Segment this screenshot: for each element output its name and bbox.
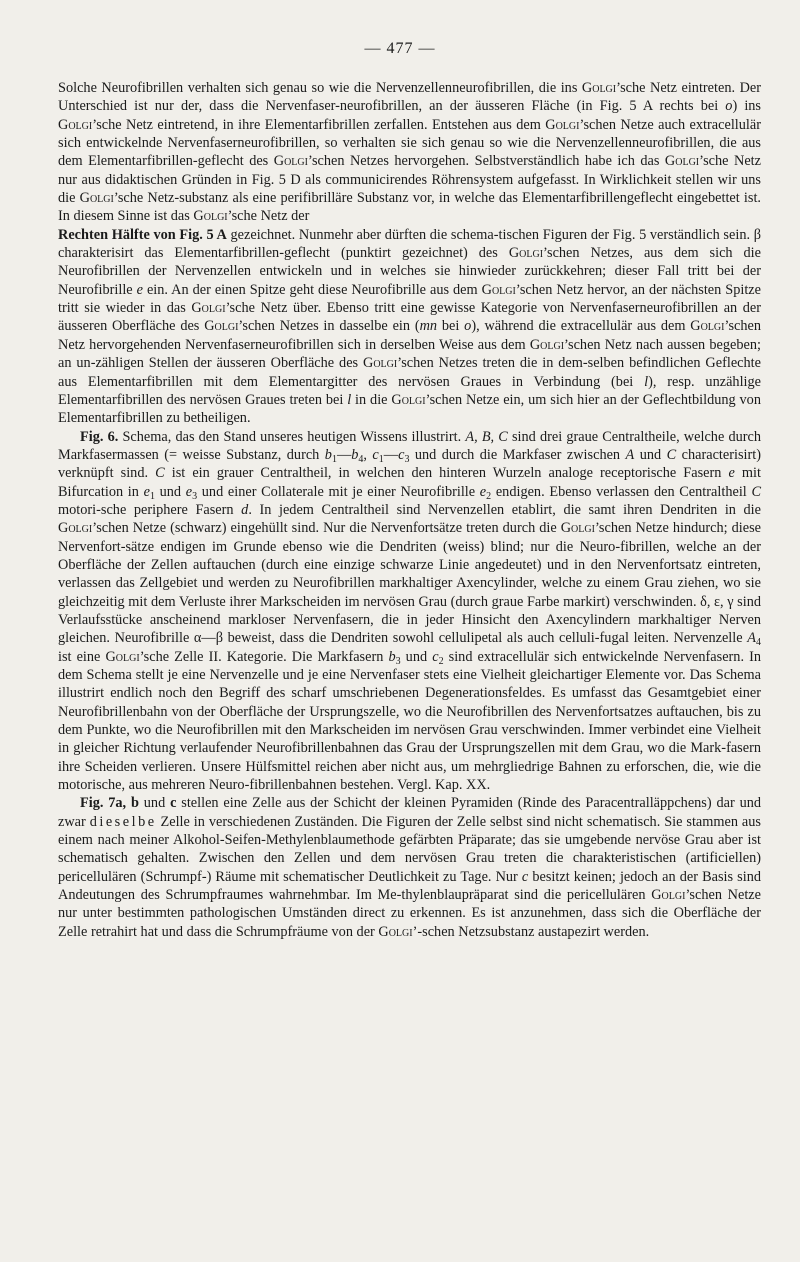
author-name: Golgi (690, 318, 725, 335)
author-name: Golgi (193, 208, 228, 225)
emphasis-dieselbe: dieselbe (89, 813, 157, 830)
author-name: Golgi (58, 520, 93, 537)
author-name: Golgi (651, 887, 686, 904)
body-text (58, 79, 761, 941)
author-name: Golgi (191, 300, 226, 317)
author-name: Golgi (363, 355, 398, 372)
author-name: Golgi (391, 391, 426, 408)
page-number: — 477 — (364, 40, 436, 57)
fig7-label: Fig. 7a, b (80, 795, 139, 812)
author-name: Golgi (58, 116, 93, 133)
fig6-label: Fig. 6. (80, 428, 119, 445)
paragraph-fig7: Fig. 7a, b und c stellen eine Zelle aus der Schicht der kleinen Pyramiden (Rinde des Paracentralläppchens) dar und zwar dieselbe Zelle in verschiedenen Zuständen. Die Figuren der Zelle selbst sind nicht schematisch. Sie stammen aus einem nach meiner Alkohol-Seifen-Methylenblaumethode gefärbten Präparate; das sie umgebende nervöse Grau aber ist schematisch gehalten. Zwischen den Zellen und dem nervösen Grau treten die charakteristischen (artificiellen) pericellulären (Schrumpf-) Räume mit schematischer Deutlichkeit zu Tage. Nur c besitzt keinen; jedoch an der Basis sind Andeutungen des Schrumpfraumes wahrnehmbar. Im Me-thylenblaupräparat sind die pericellulären Golgi’schen Netze nur unter bestimmten pathologischen Umständen direct zu erkennen. Es ist anzunehmen, dass sich die Oberfläche der Zelle retrahirt hat und dass die Schrumpfräume von der Golgi’-schen Netzsubstanz austapezirt werden. (58, 795, 762, 940)
paragraph-fig6: Fig. 6. Schema, das den Stand unseres heutigen Wissens illustrirt. A, B, C sind drei graue Centraltheile, welche durch Markfasermassen (= weisse Substanz, durch $b_1—b_4$, $c_1—c_3$ und durch die Markfaser zwischen A und C characterisirt) verknüpft sind. C ist ein grauer Centraltheil, in welchen den hinteren Wurzeln analoge receptorische Fasern e mit Bifurcation in $e_1$ und $e_3$ und einer Collaterale mit je einer Neurofibrille $e_2$ endigen. Ebenso verlassen den Centraltheil C motori-sche periphere Fasern d. In jedem Centraltheil sind Nervenzellen etablirt, die samt ihren Dendriten in die Golgi’schen Netze (schwarz) eingehüllt sind. Nur die Nervenfortsätze treten durch die Golgi’schen Netze hindurch; diese Nervenfort-sätze endigen im Grunde ebenso wie die Dendriten (weiss) blind; nur die Neuro-fibrillen, welche an der Oberfläche der Zellen auftauchen (durch eine einzige schwarze Linie angedeutet) und in den Nervenfortsatz eintreten, verlassen das Zellgebiet und werden zu Neurofibrillen markhaltiger Axencylinder, welche zu einem Grau ziehen, wo sie gleichzeitig mit dem Verluste ihrer Markscheiden im nervösen Grau (durch graue Farbe markirt) verschwinden. δ, ε, γ sind Verlaufsstücke anscheinend markloser Nervenfasern, die in jeder Hinsicht den Axencylindern markhaltiger Nerven gleichen. Neurofibrille α—β beweist, dass die Dendriten sowohl cellulipetal als auch celluli-fugal leiten. Nervenzelle $A_4$ ist eine Golgi’sche Zelle II. Kategorie. Die Markfasern $b_3$ und $c_2$ sind extracellulär sich entwickelnde Nervenfasern. In dem Schema stellt je eine Nervenzelle und je eine Nervenfaser stets eine Vielheit gleichartiger Elemente vor. Das Schema illustrirt endlich noch den Begriff des scharf umschriebenen Degenerationsfeldes. Es umfasst das Gesamtgebiet einer Neurofibrillenbahn von der Oberfläche der Ursprungszelle, wo die Neurofibrillen des Nervenfortsatzes auftauchen, bis zu dem Punkte, wo die Neurofibrillen mit den Markscheiden im nervösen Grau verschwinden. Immer verbindet eine Vielheit in gleicher Richtung verlaufender Neurofibrillenbahnen das Grau der Ursprungszellen mit dem Grau, wo die Mark-fasern ihre Scheiden verlieren. Unsere Hülfsmittel reichen aber nicht aus, um mehrgliedrige Bahnen zu erforschen, die, wie die motorische, aus mehreren Neuro-fibrillenbahnen bestehen. Vergl. Kap. XX. (58, 428, 762, 794)
author-name: Golgi (664, 153, 700, 170)
paragraph-fig5: Solche Neurofibrillen verhalten sich genau so wie die Nervenzellenneurofibrillen, die ins Golgi’sche Netz eintreten. Der Unterschied ist nur der, dass die Nervenfaser-neurofibrillen, an der äusseren Fläche (in Fig. 5 A rechts bei o) ins Golgi’sche Netz eintretend, in ihre Elementarfibrillen zerfallen. Entstehen aus dem Golgi’schen Netze auch extracellulär sich entwickelnde Nervenfaserneurofibrillen, so verhalten sie sich genau so wie die Nervenzellenneurofibrillen, die aus dem Elementarfibrillen-geflecht des Golgi’schen Netzes hervorgehen. Selbstverständlich habe ich das Golgi’sche Netz nur aus didaktischen Gründen in Fig. 5 D als communicirendes Röhrensystem aufgefasst. In Wirklichkeit stellen wir uns die Golgi’sche Netz-substanz als eine perifibrilläre Substanz vor, in welche das Elementarfibrillengeflecht eingebettet ist. In diesem Sinne ist das Golgi’sche Netz der Rechten Hälfte von Fig. 5 A gezeichnet. Nunmehr aber dürften die schema-tischen Figuren der Fig. 5 verständlich sein. β charakterisirt das Elementarfibrillen-geflecht (punktirt gezeichnet) des Golgi’schen Netzes, aus dem sich die Neurofibrillen der Nervenzellen entwickeln und in welches sie hinwieder zurückkehren; dieser Fall tritt bei der Neurofibrille e ein. An der einen Spitze geht diese Neurofibrille aus dem Golgi’schen Netz hervor, an der nächsten Spitze tritt sie wieder in das Golgi’sche Netz über. Ebenso tritt eine gewisse Kategorie von Nervenfaserneurofibrillen an der äusseren Oberfläche des Golgi’schen Netzes in dasselbe ein (mn bei o), während die extracellulär aus dem Golgi’schen Netz hervorgehenden Nervenfaserneurofibrillen sich in derselben Weise aus dem Golgi’schen Netz nach aussen begeben; an un-zähligen Stellen der äusseren Oberfläche des Golgi’schen Netzes treten die in dem-selben befindlichen Geflechte aus Elementarfibrillen mit dem Elementargitter des nervösen Graues in Verbindung (bei l), resp. unzählige Elementarfibrillen des nervösen Graues treten bei l in die Golgi’schen Netze ein, um sich hier an der Geflechtbildung von Elementarfibrillen zu betheiligen. (58, 80, 762, 427)
author-name: Golgi (105, 648, 140, 665)
author-name: Golgi (545, 116, 580, 133)
author-name: Golgi (79, 190, 114, 207)
author-name: Golgi (529, 336, 565, 353)
author-name: Golgi (481, 281, 516, 298)
fig5-reference: Rechten Hälfte von Fig. 5 A (58, 226, 227, 243)
author-name: Golgi (560, 520, 595, 537)
author-name: Golgi (204, 318, 239, 335)
author-name: Golgi (508, 245, 544, 262)
author-name: Golgi (273, 153, 308, 170)
author-name: Golgi (378, 923, 413, 940)
author-name: Golgi (581, 80, 617, 96)
